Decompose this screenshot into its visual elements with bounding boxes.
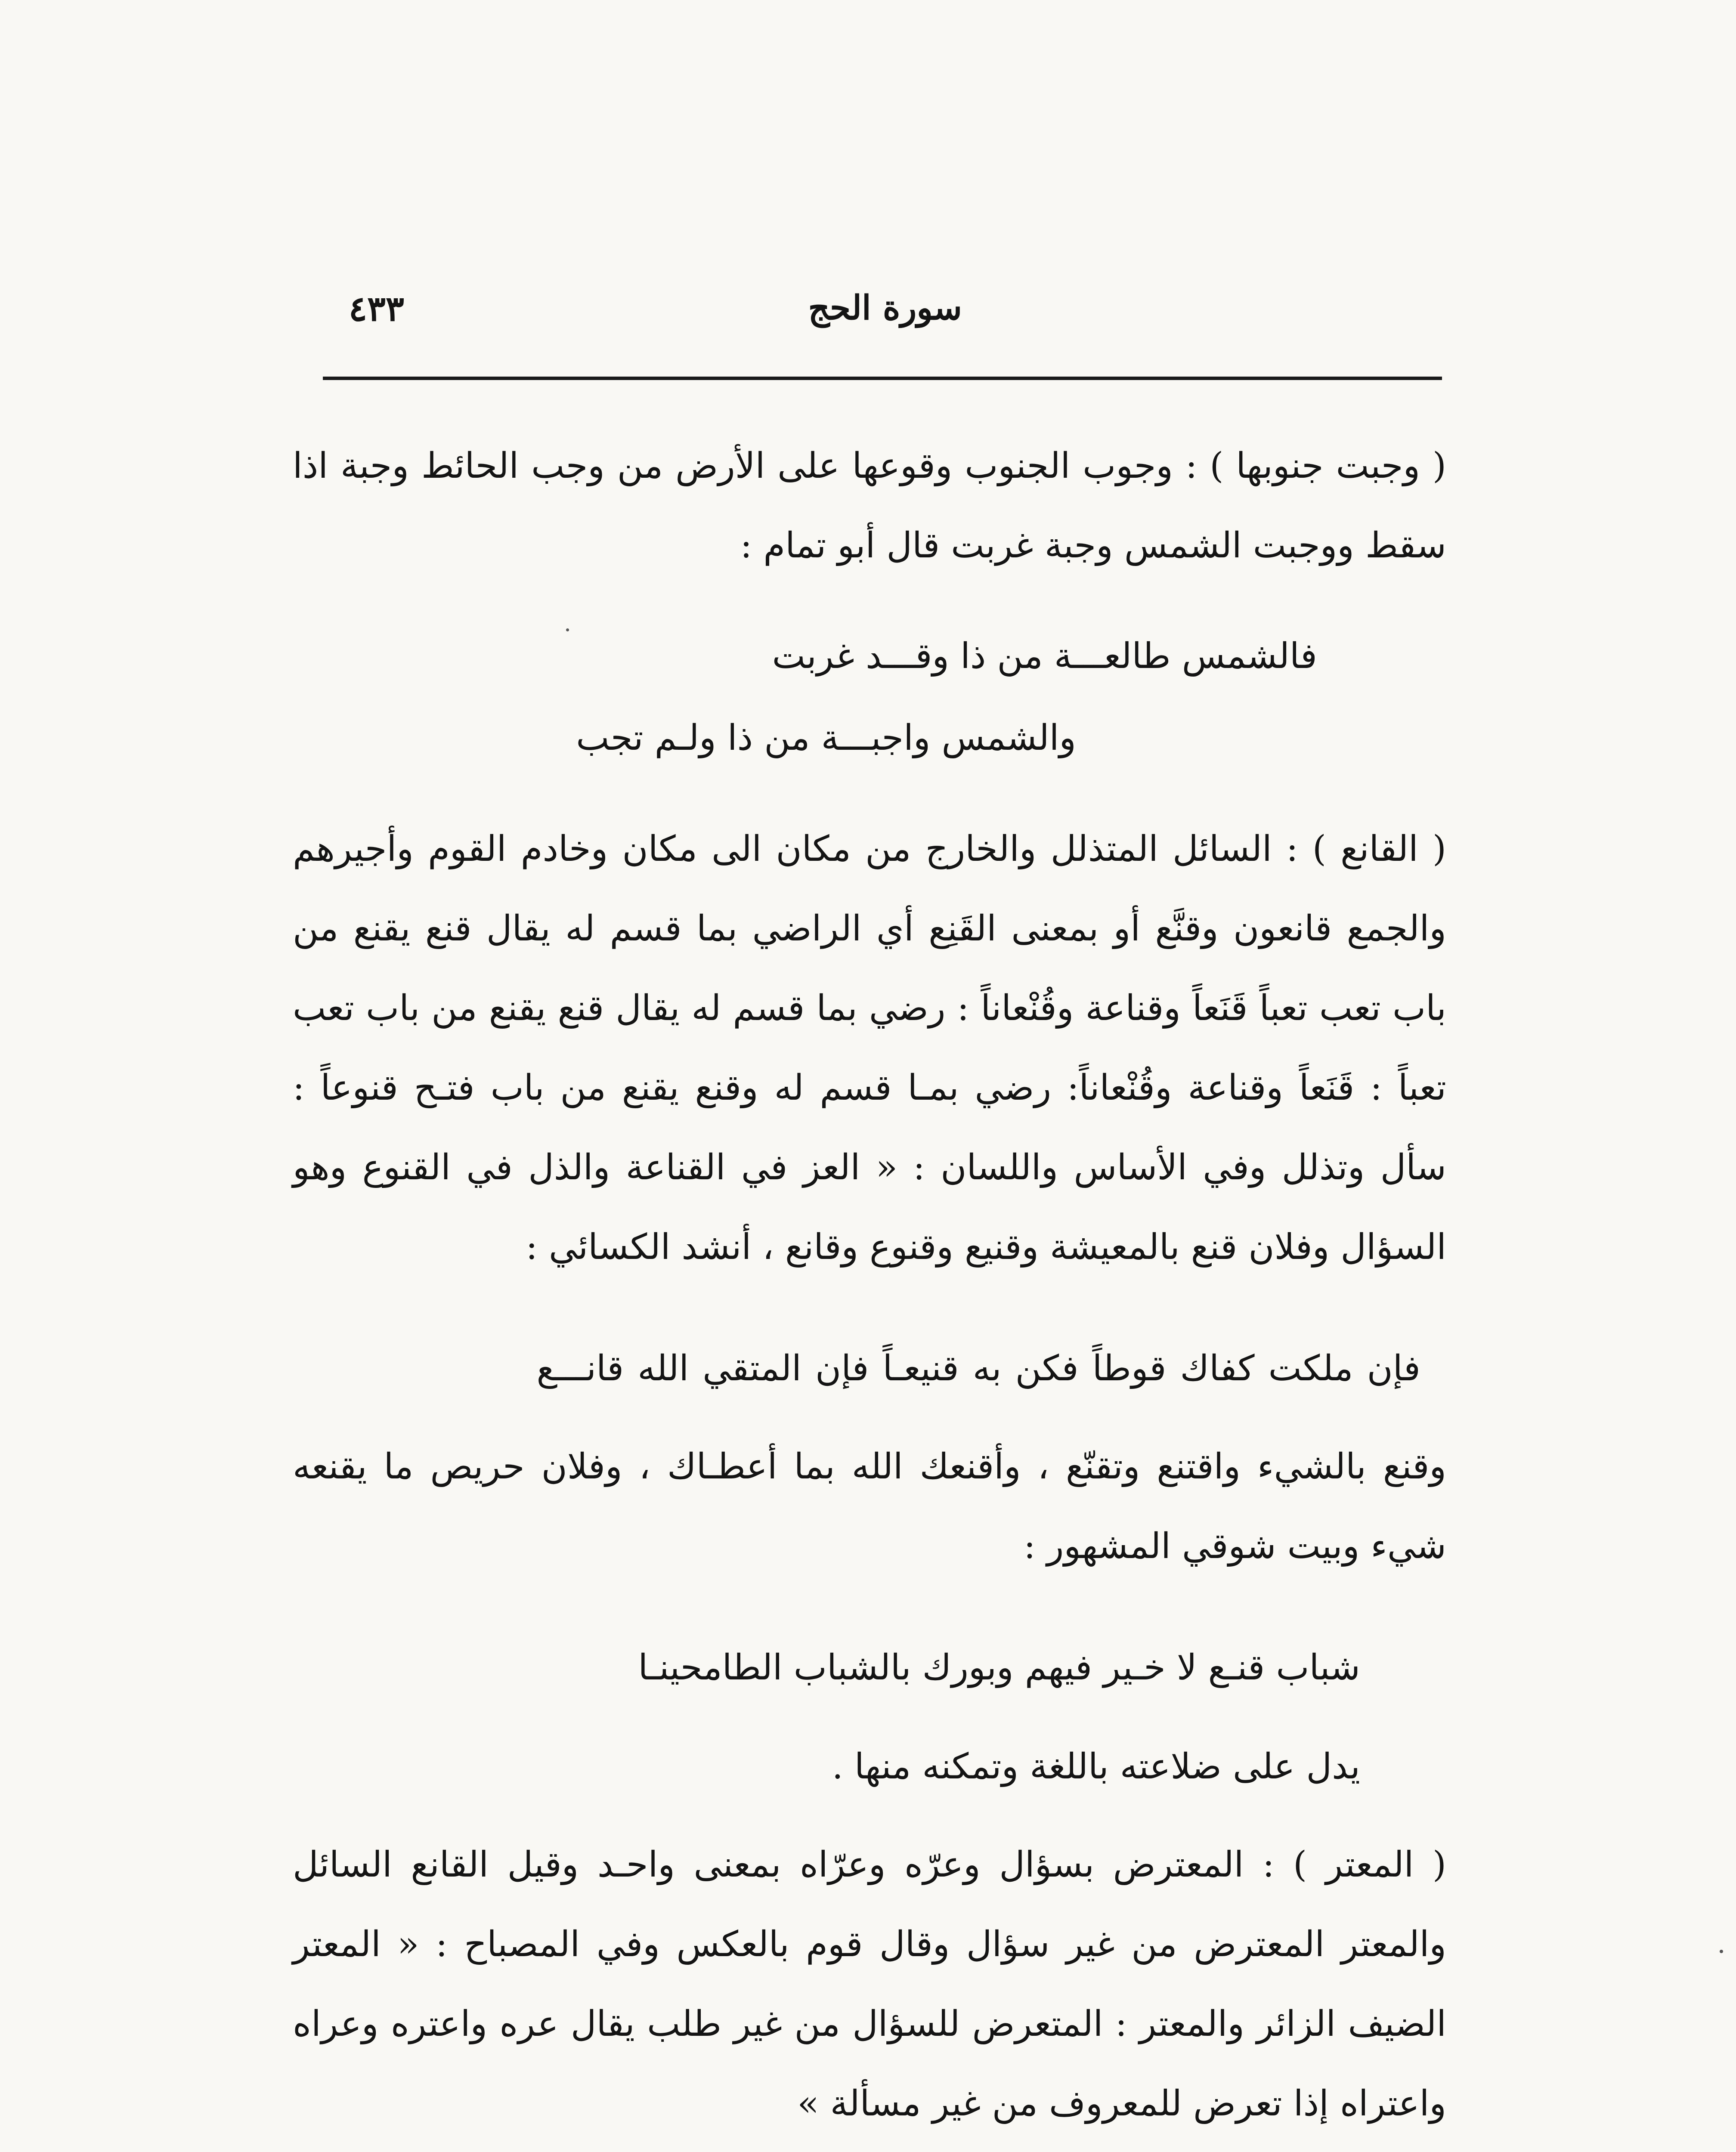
- poem-abu-tammam: [293, 615, 1446, 779]
- paragraph-qana: وقنع بالشيء واقتنع وتقنّع ، وأقنعك الله بما أعطـاك ، وفلان حريص ما يقنعه شيء وبيت شوقي المشهور :: [293, 1446, 1446, 1567]
- scan-speck: [566, 628, 569, 631]
- scan-speck: [1720, 1950, 1723, 1953]
- page-body: [293, 426, 1446, 2143]
- paragraph-shawqi-note: يدل على ضلاعته باللغة وتمكنه منها .: [832, 1746, 1360, 1787]
- paragraph-qani: ( القانع ) : السائل المتذلل والخارج من مكان الى مكان وخادم القوم وأجيرهم والجمع قانعون وقنَّع أو بمعنى القَنِع أي الراضي بما قسم له يقال قنع يقنع من باب تعب تعباً قَنَعاً وقناعة وقُنْعاناً : رضي بما قسم له يقال قنع يقنع من باب تعب تعباً : قَنَعاً وقناعة وقُنْعاناً: رضي بمـا قسم له وقنع يقنع من باب فتـح قنوعاً : سأل وتذلل وفي الأساس واللسان : « العز في القناعة والذل في القنوع وهو السؤال وفلان قنع بالمعيشة وقنيع وقنوع وقانع ، أنشد الكسائي :: [293, 829, 1446, 1268]
- verse-line-1: فالشمس طالعـــة من ذا وقـــد غربت: [772, 636, 1317, 677]
- verse-kisai: فإن ملكت كفاك قوطاً فكن به قنيعـاً فإن المتقي الله قانـــع: [536, 1348, 1420, 1389]
- page-number: ٤٣٣: [349, 288, 404, 329]
- verse-line-2: والشمس واجبـــة من ذا ولـم تجب: [576, 717, 1076, 758]
- paragraph-wajabat: ( وجبت جنوبها ) : وجوب الجنوب وقوعها على الأرض من وجب الحائط وجبة اذا سقط ووجبت الشمس وجبة غربت قال أبو تمام :: [293, 445, 1446, 566]
- paragraph-mutarr: ( المعتر ) : المعترض بسؤال وعرّه وعرّاه بمعنى واحـد وقيل القانع السائل والمعتر المعترض من غير سؤال وقال قوم بالعكس وفي المصباح : « المعتر الضيف الزائر والمعتر : المتعرض للسؤال من غير طلب يقال عره واعتره وعراه واعتراه إذا تعرض للمعروف من غير مسألة »: [293, 1844, 1446, 2124]
- page-header: [323, 275, 1442, 362]
- verse-shawqi: شباب قنـع لا خـير فيهم وبورك بالشباب الطامحينـا: [638, 1647, 1360, 1688]
- header-rule: [323, 377, 1442, 380]
- running-title: سورة الحج: [808, 288, 962, 328]
